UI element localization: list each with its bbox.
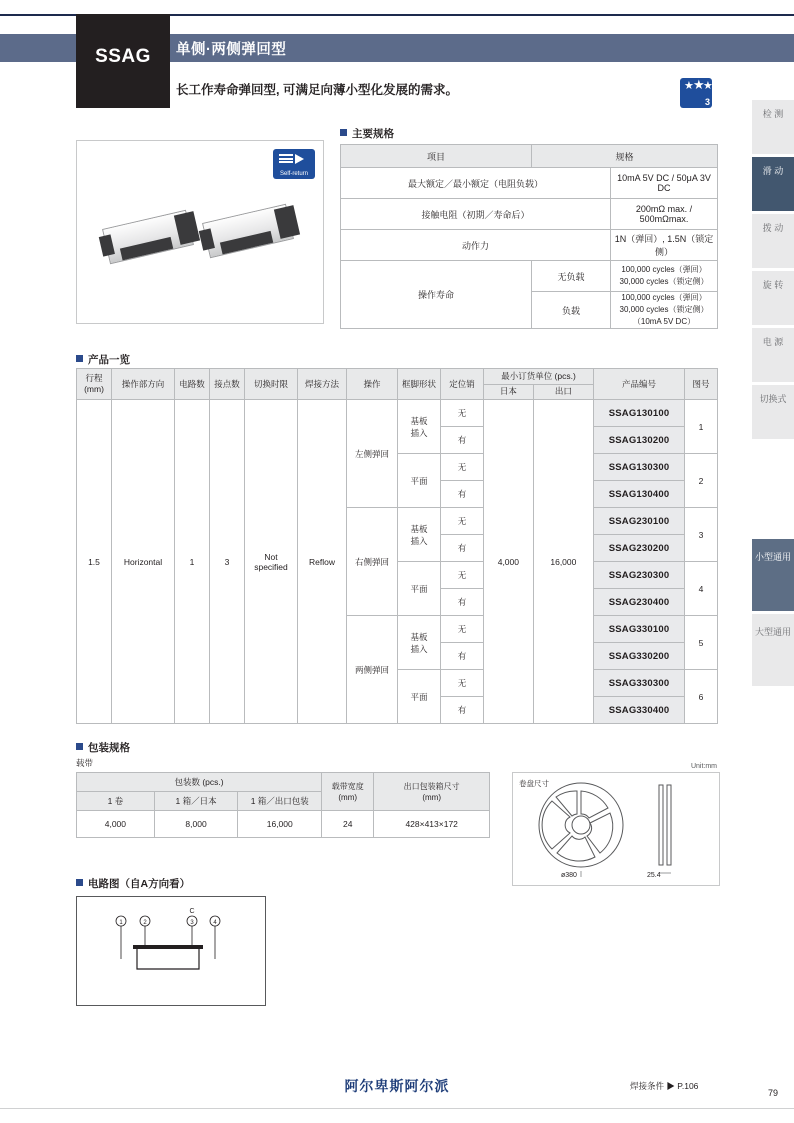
- table-row: [77, 369, 718, 385]
- side-tab-large-general[interactable]: [752, 614, 794, 686]
- col-switch-timing: 切换时限: [245, 369, 298, 400]
- spec-life-noload-label: 无负载: [532, 261, 611, 292]
- svg-text:4: 4: [213, 920, 217, 926]
- packing-value-box-japan: 8,000: [154, 811, 238, 838]
- self-return-icon: [279, 154, 293, 164]
- col-contacts: 接点数: [210, 369, 245, 400]
- header-subtitle: 长工作寿命弹回型, 可满足向薄小型化发展的需求。: [176, 83, 458, 97]
- arrow-right-icon: ▶: [666, 1081, 675, 1091]
- cell-moq-export: 16,000: [533, 400, 593, 724]
- table-row: [341, 199, 718, 230]
- cell-part-number: SSAG330100: [594, 616, 685, 643]
- cell-direction: Horizontal: [112, 400, 175, 724]
- page-number: 79: [767, 1088, 778, 1098]
- cell-figure: 6: [685, 670, 718, 724]
- cell-operation-both: 两侧弹回: [347, 616, 398, 724]
- cell-pin: 无: [441, 454, 484, 481]
- side-tab-rotary[interactable]: [752, 271, 794, 325]
- side-tab-bar: [752, 100, 794, 689]
- unit-label: Unit:mm: [690, 763, 717, 770]
- cell-frame-pcb: 基板 插入: [398, 508, 441, 562]
- cell-part-number: SSAG330300: [594, 670, 685, 697]
- cell-part-number: SSAG330200: [594, 643, 685, 670]
- spec-item-resistance: 接触电阻（初期／寿命后）: [341, 199, 611, 230]
- bottom-rule: [0, 1108, 794, 1109]
- packing-col-tape-width: 载带宽度 (mm): [322, 773, 374, 811]
- spec-life-load-label: 负载: [532, 292, 611, 329]
- col-operation: 操作: [347, 369, 398, 400]
- star-badge: [680, 78, 712, 108]
- side-tab-slide[interactable]: [752, 157, 794, 211]
- cell-pin: 无: [441, 400, 484, 427]
- col-circuits: 电路数: [175, 369, 210, 400]
- packing-col-box-export: 1 箱／出口包装: [238, 792, 322, 811]
- table-row: [77, 773, 490, 792]
- footer-brand: 阿尔卑斯阿尔派: [344, 1078, 450, 1094]
- side-tab-label: 大型通用: [754, 627, 791, 637]
- svg-text:3: 3: [190, 920, 194, 926]
- cell-frame-flat: 平面: [398, 562, 441, 616]
- side-tab-switching[interactable]: [752, 385, 794, 439]
- side-tab-detection[interactable]: [752, 100, 794, 154]
- col-moq-japan: 日本: [484, 384, 534, 400]
- spec-value-force: 1N（弹回）, 1.5N（锁定侧）: [611, 230, 718, 261]
- spec-life-noload-value: 100,000 cycles（弹回） 30,000 cycles（锁定侧）: [611, 261, 718, 292]
- cell-frame-pcb: 基板 插入: [398, 400, 441, 454]
- spec-value-rating: 10mA 5V DC / 50μA 3V DC: [611, 168, 718, 199]
- cell-part-number: SSAG130100: [594, 400, 685, 427]
- spec-life-load-value: 100,000 cycles（弹回） 30,000 cycles（锁定侧）（10mA 5V DC）: [611, 292, 718, 329]
- cell-operation-right: 右侧弹回: [347, 508, 398, 616]
- cell-part-number: SSAG130400: [594, 481, 685, 508]
- star-icon: ★: [684, 80, 694, 92]
- cell-figure: 1: [685, 400, 718, 454]
- cell-contacts: 3: [210, 400, 245, 724]
- section-heading-spec: 主要规格: [340, 126, 394, 141]
- cell-operation-left: 左侧弹回: [347, 400, 398, 508]
- packing-col-box-japan: 1 箱／日本: [154, 792, 238, 811]
- side-tab-toggle[interactable]: [752, 214, 794, 268]
- series-code: SSAG: [95, 46, 151, 67]
- switch-image-2: [202, 204, 294, 258]
- packing-group-header: 包装数 (pcs.): [77, 773, 322, 792]
- cell-part-number: SSAG130200: [594, 427, 685, 454]
- svg-text:2: 2: [143, 920, 147, 926]
- cell-pin: 无: [441, 508, 484, 535]
- cell-switch-timing: Not specified: [245, 400, 298, 724]
- table-row: [77, 811, 490, 838]
- spec-table: [340, 144, 718, 329]
- cell-figure: 2: [685, 454, 718, 508]
- table-row: [341, 168, 718, 199]
- reel-width-label: 25.4: [647, 872, 661, 879]
- packing-value-tape-width: 24: [322, 811, 374, 838]
- col-soldering: 焊接方法: [298, 369, 347, 400]
- table-row: [77, 400, 718, 427]
- cell-pin: 有: [441, 535, 484, 562]
- cell-pin: 有: [441, 697, 484, 724]
- spec-header-item: 项目: [341, 145, 532, 168]
- reel-title: 卷盘尺寸: [519, 779, 549, 788]
- star-icon: ★: [703, 80, 713, 92]
- reel-diameter-label: ø380: [561, 872, 577, 879]
- packing-value-carton-size: 428×413×172: [374, 811, 490, 838]
- table-row: [341, 261, 718, 292]
- col-frame: 框脚形状: [398, 369, 441, 400]
- cell-pin: 无: [441, 562, 484, 589]
- cell-pin: 无: [441, 616, 484, 643]
- side-tab-label: 小型通用: [754, 552, 791, 562]
- side-tab-power[interactable]: [752, 328, 794, 382]
- series-code-box: [76, 14, 170, 108]
- cell-pin: 有: [441, 427, 484, 454]
- svg-text:1: 1: [119, 920, 123, 926]
- side-tab-label: 拨 动: [762, 223, 784, 233]
- footer-reference[interactable]: [630, 1080, 698, 1092]
- cell-moq-japan: 4,000: [484, 400, 534, 724]
- reel-svg: [513, 773, 717, 883]
- section-heading-circuit: 电路图（自A方向看）: [76, 876, 190, 891]
- carrier-tape-label: 载带: [76, 758, 94, 768]
- product-photo: [76, 140, 324, 324]
- packing-col-reel: 1 卷: [77, 792, 155, 811]
- packing-value-box-export: 16,000: [238, 811, 322, 838]
- cell-part-number: SSAG230400: [594, 589, 685, 616]
- self-return-badge: [273, 149, 315, 179]
- svg-text:C: C: [189, 908, 195, 915]
- arrow-icon: [295, 154, 304, 164]
- table-row: [341, 145, 718, 168]
- spec-header-value: 规格: [532, 145, 718, 168]
- col-part-number: 产品编号: [594, 369, 685, 400]
- product-list-table: [76, 368, 718, 724]
- packing-table: [76, 772, 490, 838]
- switch-image-1: [102, 210, 194, 264]
- cell-frame-pcb: 基板 插入: [398, 616, 441, 670]
- side-tab-label: 切换式: [759, 394, 787, 404]
- col-stroke: 行程 (mm): [77, 369, 112, 400]
- star-badge-number: 3: [704, 97, 710, 107]
- cell-figure: 4: [685, 562, 718, 616]
- cell-frame-flat: 平面: [398, 670, 441, 724]
- footer-reference-page: P.106: [677, 1081, 699, 1091]
- side-tab-label: 滑 动: [762, 166, 784, 176]
- cell-part-number: SSAG230100: [594, 508, 685, 535]
- section-heading-packing: 包装规格: [76, 740, 130, 755]
- cell-frame-flat: 平面: [398, 454, 441, 508]
- cell-part-number: SSAG230300: [594, 562, 685, 589]
- col-moq-export: 出口: [533, 384, 593, 400]
- packing-value-reel: 4,000: [77, 811, 155, 838]
- cell-part-number: SSAG230200: [594, 535, 685, 562]
- spec-item-life: 操作寿命: [341, 261, 532, 329]
- side-tab-label: 检 测: [762, 109, 784, 119]
- cell-circuits: 1: [175, 400, 210, 724]
- side-tab-label: 电 源: [762, 337, 784, 347]
- col-figure: 图号: [685, 369, 718, 400]
- cell-pin: 有: [441, 589, 484, 616]
- cell-part-number: SSAG330400: [594, 697, 685, 724]
- col-moq: 最小订货单位 (pcs.): [484, 369, 594, 385]
- footer-reference-label: 焊接条件: [630, 1081, 665, 1091]
- col-direction: 操作部方向: [112, 369, 175, 400]
- packing-col-carton-size: 出口包装箱尺寸 (mm): [374, 773, 490, 811]
- cell-figure: 3: [685, 508, 718, 562]
- col-pin: 定位销: [441, 369, 484, 400]
- side-tab-label: 旋 转: [762, 280, 784, 290]
- circuit-diagram: [76, 896, 266, 1006]
- spec-item-rating: 最大额定／最小额定（电阻负载）: [341, 168, 611, 199]
- self-return-label: Self-return: [279, 171, 308, 177]
- star-icon: ★: [693, 77, 705, 92]
- cell-figure: 5: [685, 616, 718, 670]
- cell-pin: 有: [441, 481, 484, 508]
- cell-pin: 有: [441, 643, 484, 670]
- spec-item-force: 动作力: [341, 230, 611, 261]
- side-tab-small-general[interactable]: [752, 539, 794, 611]
- cell-pin: 无: [441, 670, 484, 697]
- reel-drawing: [512, 763, 720, 886]
- table-row: [341, 230, 718, 261]
- cell-stroke: 1.5: [77, 400, 112, 724]
- cell-part-number: SSAG130300: [594, 454, 685, 481]
- section-heading-product-list: 产品一览: [76, 352, 130, 367]
- cell-soldering: Reflow: [298, 400, 347, 724]
- header-band-title: 单侧·两侧弹回型: [176, 42, 287, 58]
- circuit-svg: [77, 897, 263, 1003]
- spec-value-resistance: 200mΩ max. / 500mΩmax.: [611, 199, 718, 230]
